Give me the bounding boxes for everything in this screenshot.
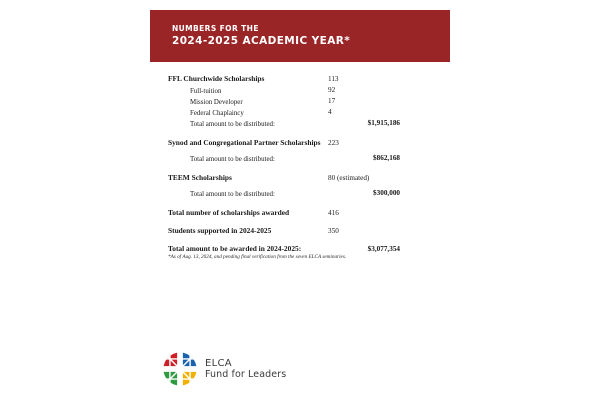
- summary-label: Students supported in 2024-2025: [168, 226, 272, 235]
- logo-wordmark: [205, 358, 286, 380]
- logo-line-2: Fund for Leaders: [205, 369, 287, 380]
- summary-label: Total number of scholarships awarded: [168, 208, 290, 217]
- sub-item-label: Full-tuition: [190, 88, 222, 95]
- section-total-label: Total amount to be distributed:: [190, 191, 275, 198]
- sub-item-count: 17: [328, 97, 336, 105]
- section-header-row: [168, 172, 408, 184]
- section-total-value: $862,168: [373, 154, 400, 162]
- section-header-row: [168, 137, 408, 149]
- summary-total-value: $3,077,354: [367, 245, 400, 253]
- elca-cross-globe-icon: [162, 351, 198, 387]
- report-content: [168, 73, 408, 255]
- sub-item-label: Mission Developer: [190, 99, 243, 106]
- sub-item-row: [168, 96, 408, 107]
- logo-line-1: ELCA: [205, 358, 232, 369]
- banner-line-1: NUMBERS FOR THE: [172, 24, 259, 33]
- elca-fund-for-leaders-logo: [162, 351, 286, 387]
- section-total-label: Total amount to be distributed:: [190, 156, 275, 163]
- section-total-row: [168, 188, 408, 199]
- summary-row: [168, 225, 408, 237]
- summary-label: Total amount to be awarded in 2024-2025:: [168, 244, 302, 253]
- section-header-row: [168, 73, 408, 85]
- summary-row: [168, 207, 408, 219]
- section-title: TEEM Scholarships: [168, 173, 232, 182]
- section-title: Synod and Congregational Partner Scholarships: [168, 138, 321, 147]
- section-total-label: Total amount to be distributed:: [190, 121, 275, 128]
- spacer: [168, 129, 408, 137]
- section-total-value: $300,000: [373, 189, 400, 197]
- sub-item-count: 92: [328, 86, 336, 94]
- banner-line-2: 2024-2025 ACADEMIC YEAR*: [172, 35, 351, 47]
- summary-count: 416: [328, 209, 339, 217]
- section-count: 113: [328, 75, 339, 83]
- sub-item-row: [168, 85, 408, 96]
- footnote: *As of Aug. 13, 2024, and pending final verification from the seven ELCA seminaries.: [168, 254, 347, 260]
- spacer: [168, 199, 408, 207]
- header-banner: [150, 10, 450, 62]
- section-total-row: [168, 118, 408, 129]
- summary-count: 350: [328, 227, 339, 235]
- sub-item-count: 4: [328, 108, 332, 116]
- section-count: 223: [328, 139, 339, 147]
- sub-item-row: [168, 107, 408, 118]
- section-total-row: [168, 153, 408, 164]
- section-count: 80 (estimated): [328, 174, 370, 182]
- header-banner-text: [172, 24, 350, 48]
- section-total-value: $1,915,186: [367, 119, 400, 127]
- section-title: FFL Churchwide Scholarships: [168, 74, 265, 83]
- spacer: [168, 164, 408, 172]
- sub-item-label: Federal Chaplaincy: [190, 110, 244, 117]
